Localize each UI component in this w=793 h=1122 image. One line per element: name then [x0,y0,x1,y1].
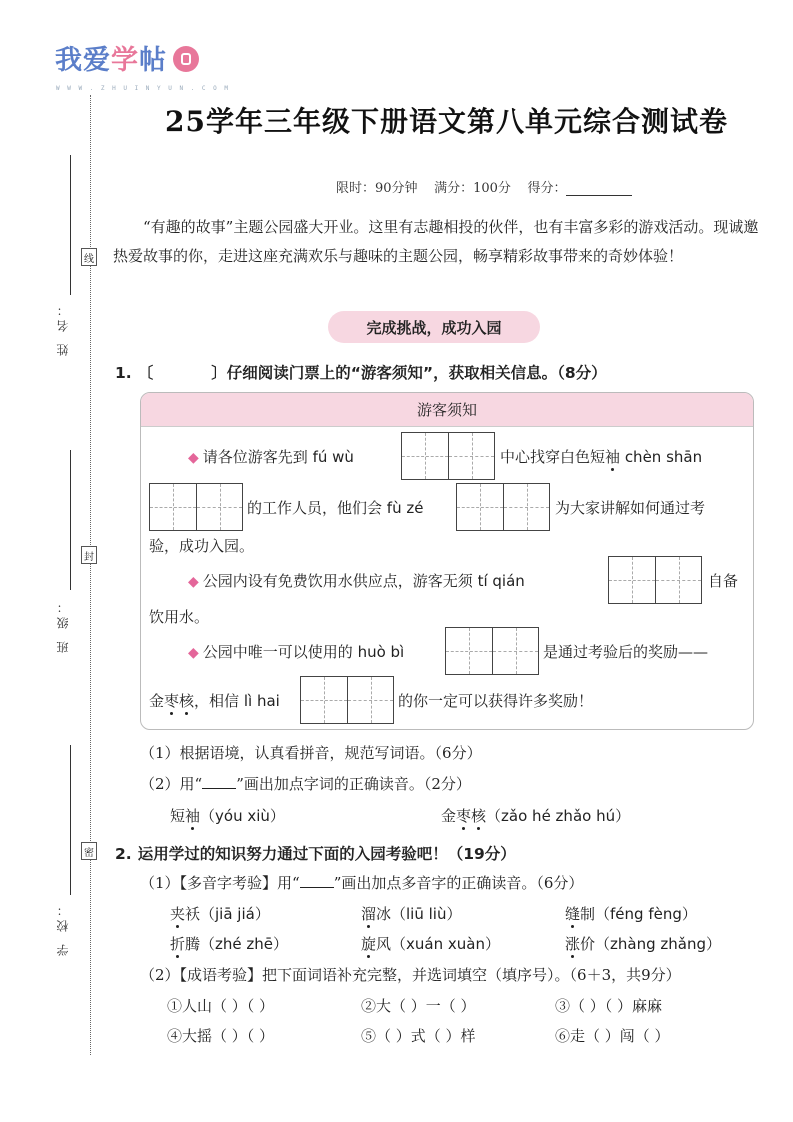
diamond-icon: ◆ [188,450,199,466]
q1-option-1[interactable] [170,805,285,826]
option-pinyin: （yóu xiù） [200,807,285,825]
underline-sample [202,776,236,789]
score-blank[interactable] [566,183,632,196]
q2-sub2: （2）【成语考验】把下面词语补充完整，并选词填空（填序号）。（6＋3，共9分） [140,966,681,984]
poly-item[interactable] [361,903,461,924]
name-blank [70,155,71,295]
dotted-char: 缝 [565,905,581,923]
dotted-char: 溜 [361,905,377,923]
grid-huobi[interactable] [445,627,539,675]
q1-sub2 [140,773,471,794]
poly-item[interactable] [170,933,288,954]
score-label: 得分： [527,181,567,196]
intro-paragraph: “有趣的故事”主题公园盛大开业。这里有志趣相投的伙伴，也有丰富多彩的游戏活动。现诚邀热爱故事的你，走进这座充满欢乐与趣味的主题公园，畅享精彩故事带来的奇妙体验！ [113,218,759,265]
q2-title [115,842,516,864]
underline-sample [300,875,334,888]
name-label: 姓 名： [56,300,70,356]
q2-text: 运用学过的知识努力通过下面的入园考验吧！（19分） [137,845,516,863]
notice-line-4a [188,570,525,591]
dotted-char: 枣 [456,807,472,825]
option-char: 金 [441,807,457,825]
exam-meta [336,177,632,196]
q1-bracket-close: 〕 [211,364,227,382]
full-score: 满分：100分 [434,181,511,196]
notice-line-3: 验，成功入园。 [149,537,255,555]
poly-pinyin: 腾（zhé zhē） [185,935,289,953]
notice-line-6b: 是通过考验后的奖励—— [543,643,709,661]
idiom-item[interactable]: ⑤（ ）式（ ）样 [361,1027,476,1045]
q2-sub1-text: （1）【多音字考验】用“ [140,874,300,892]
dotted-char: 夹 [170,905,186,923]
class-label: 班 级： [56,597,70,653]
logo-mark: 学 [111,45,139,76]
grid-fuwu[interactable] [401,432,495,480]
notice-line-1b [500,446,702,467]
notice-text: 请各位游客先到 [202,448,308,466]
notice-title: 游客须知 [141,393,753,427]
notice-line-1a [188,446,354,467]
idiom-item[interactable]: ①人山（ ）（ ） [167,997,275,1015]
poly-item[interactable] [565,903,697,924]
time-limit: 限时：90分钟 [336,181,418,196]
notice-line-4b: 自备 [708,572,739,590]
diamond-icon: ◆ [188,645,199,661]
school-blank [70,745,71,895]
page-title: 25学年三年级下册语文第八单元综合测试卷 [165,105,728,138]
pinyin-fuze: fù zé [386,499,424,517]
poly-item[interactable] [170,903,270,924]
logo-text-b: 帖 [139,45,167,76]
pinyin-tiqian: tí qián [477,572,525,590]
idiom-item[interactable]: ③（ ）（ ）麻麻 [555,997,663,1015]
poly-pinyin: 风（xuán xuàn） [376,935,500,953]
dotted-char: 枣 [164,692,180,710]
notice-line-2b: 为大家讲解如何通过考 [555,499,706,517]
idiom-item[interactable]: ⑥走（ ）闯（ ） [555,1027,670,1045]
notice-line-6a [188,641,404,662]
notice-text: ，相信 [194,692,240,710]
brand-logo [55,38,199,77]
pinyin-fuwu: fú wù [312,448,354,466]
diamond-icon: ◆ [188,574,199,590]
binding-mark-xian: 线 [81,248,97,266]
dotted-char: 袖 [185,807,201,825]
poly-item[interactable] [565,933,721,954]
pinyin-huobi: huò bì [357,643,405,661]
idiom-item[interactable]: ②大（ ）一（ ） [361,997,476,1015]
notice-line-7b: 的你一定可以获得许多奖励！ [398,692,594,710]
dotted-char: 袖 [605,448,621,466]
option-pinyin: （zǎo hé zhǎo hú） [486,807,631,825]
dotted-char: 核 [179,692,195,710]
dotted-char: 涨 [565,935,581,953]
grid-lihai[interactable] [300,676,394,724]
poly-pinyin: 冰（liū liù） [376,905,462,923]
dotted-char: 核 [471,807,487,825]
notice-line-7a [149,690,280,711]
q1-number: 1. [115,364,132,382]
section-banner: 完成挑战，成功入园 [328,311,540,343]
logo-badge-icon [173,46,199,72]
pinyin-chenshan: chèn shān [624,448,703,466]
notice-text: 中心找穿白色短 [500,448,606,466]
idiom-item[interactable]: ④大摇（ ）（ ） [167,1027,275,1045]
q1-bracket-open: 〔 [137,364,154,382]
logo-text: 我爱 [55,45,111,76]
notice-text: 公园内设有免费饮用水供应点，游客无须 [202,572,473,590]
q1-text: 仔细阅读门票上的“游客须知”，获取相关信息。（8分） [226,364,607,382]
class-blank [70,450,71,590]
poly-pinyin: 价（zhàng zhǎng） [580,935,721,953]
notice-line-5: 饮用水。 [149,608,210,626]
q2-number: 2. [115,845,132,863]
q1-sub2-text: ”画出加点字词的正确读音。（2分） [236,775,471,793]
binding-mark-feng: 封 [81,546,97,564]
q1-option-2[interactable] [441,805,630,826]
option-char: 短 [170,807,186,825]
q1-sub1: （1）根据语境，认真看拼音，规范写词语。（6分） [140,744,482,762]
poly-pinyin: 制（féng fèng） [580,905,697,923]
pinyin-lihai: lì hai [243,692,280,710]
binding-mark-mi: 密 [81,842,97,860]
logo-url: W W W . Z H U I N Y U N . C O M [56,85,230,92]
q2-sub1-text: ”画出加点多音字的正确读音。（6分） [333,874,584,892]
notice-text: 的工作人员，他们会 [247,499,383,517]
q1-sub2-text: （2）用“ [140,775,203,793]
poly-item[interactable] [361,933,500,954]
grid-chenshan[interactable] [149,483,243,531]
poly-pinyin: 袄（jiā jiá） [185,905,270,923]
q2-sub1 [140,872,583,893]
notice-text: 公园中唯一可以使用的 [202,643,353,661]
dotted-char: 折 [170,935,186,953]
binding-line [90,95,91,1055]
notice-text: 金 [149,692,165,710]
dotted-char: 旋 [361,935,377,953]
school-label: 学 校： [56,900,70,956]
grid-tiqian[interactable] [608,556,702,604]
grid-fuze[interactable] [456,483,550,531]
notice-line-2a [247,497,423,518]
q1-title [115,361,607,383]
